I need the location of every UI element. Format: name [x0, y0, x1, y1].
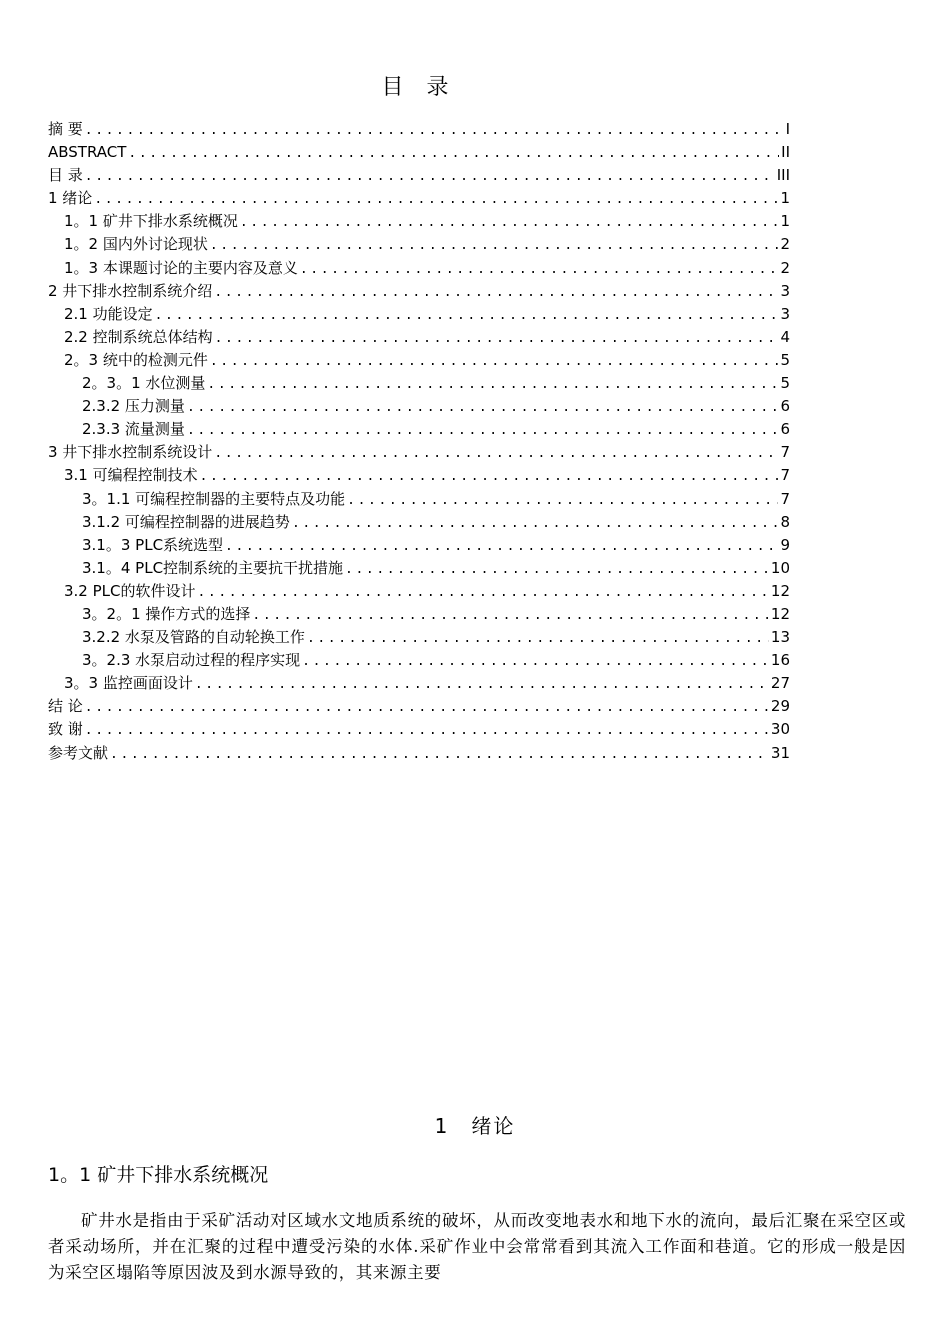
toc-entry-page: 2: [780, 235, 790, 254]
toc-title: 目 录: [381, 75, 457, 100]
toc-entry[interactable]: [48, 441, 790, 464]
toc-entry-page: 12: [770, 581, 790, 600]
toc-entry-label: 参考文献: [48, 743, 109, 762]
toc-entry-page: II: [781, 143, 790, 162]
toc-entry[interactable]: [48, 257, 790, 280]
toc-entry[interactable]: [48, 488, 790, 511]
toc-leader-dots: [128, 142, 779, 164]
toc-entry[interactable]: [48, 372, 790, 395]
toc-entry-page: 5: [780, 374, 790, 393]
toc-leader-dots: [225, 535, 778, 557]
toc-entry-page: 10: [770, 558, 790, 577]
toc-entry-label: 2。3。1 水位测量: [82, 374, 206, 393]
toc-entry-label: 3。2.3 水泵启动过程的程序实现: [82, 651, 301, 670]
toc-entry-page: 7: [780, 466, 790, 485]
toc-leader-dots: [214, 442, 778, 464]
toc-entry-label: 3.1。4 PLC控制系统的主要抗干扰措施: [82, 558, 344, 577]
toc-leader-dots: [85, 719, 769, 741]
toc-entry-label: 3 井下排水控制系统设计: [48, 443, 213, 462]
toc-entry-page: 29: [770, 697, 790, 716]
toc-entry[interactable]: [48, 210, 790, 233]
toc-entry-page: III: [776, 166, 790, 185]
toc-entry[interactable]: [48, 349, 790, 372]
toc-entry[interactable]: [48, 580, 790, 603]
toc-entry-page: 27: [770, 674, 790, 693]
toc-entry[interactable]: [48, 557, 790, 580]
toc-entry[interactable]: [48, 464, 790, 487]
toc-entry[interactable]: [48, 742, 790, 765]
toc-entry-label: 3.2 PLC的软件设计: [64, 581, 196, 600]
toc-entry[interactable]: [48, 118, 790, 141]
toc-entry[interactable]: [48, 187, 790, 210]
toc-leader-dots: [292, 512, 779, 534]
toc-entry-label: 2。3 统中的检测元件: [64, 350, 208, 369]
toc-entry-label: 结 论: [48, 697, 83, 716]
toc-leader-dots: [302, 650, 769, 672]
toc-leader-dots: [85, 696, 769, 718]
toc-leader-dots: [240, 211, 779, 233]
toc-entry-label: 摘 要: [48, 120, 83, 138]
toc-entry-label: 2.1 功能设定: [64, 304, 153, 323]
toc-entry[interactable]: [48, 141, 790, 164]
toc-entry-page: 6: [780, 397, 790, 416]
chapter-title: 1 绪论: [434, 1114, 516, 1138]
toc-entry-label: 3.1。3 PLC系统选型: [82, 535, 224, 554]
toc-entry-label: 3.1 可编程控制技术: [64, 466, 198, 485]
toc-entry-page: 8: [780, 512, 790, 531]
toc-list: [48, 118, 790, 765]
body-paragraph: 矿井水是指由于采矿活动对区域水文地质系统的破坏，从而改变地表水和地下水的流向，最后汇聚在采空区或者采动场所，并在汇聚的过程中遭受污染的水体.采矿作业中会常常看到其流入工作面和巷道。它的形成一般是因为采空区塌陷等原因波及到水源导致的，其来源主要: [48, 1211, 906, 1282]
toc-entry[interactable]: [48, 164, 790, 187]
toc-leader-dots: [85, 165, 775, 187]
toc-entry-page: 4: [780, 327, 790, 346]
toc-entry[interactable]: [48, 511, 790, 534]
toc-entry-page: 9: [780, 535, 790, 554]
toc-leader-dots: [345, 558, 769, 580]
toc-entry[interactable]: [48, 672, 790, 695]
toc-entry-page: 12: [770, 604, 790, 623]
toc-entry[interactable]: [48, 649, 790, 672]
toc-entry-label: 1。1 矿井下排水系统概况: [64, 212, 238, 231]
toc-entry-label: 2.3.3 流量测量: [82, 420, 185, 439]
toc-leader-dots: [215, 327, 779, 349]
toc-entry-page: 30: [770, 720, 790, 739]
toc-entry-label: 3.2.2 水泵及管路的自动轮换工作: [82, 628, 305, 647]
toc-entry-label: 致 谢: [48, 720, 83, 739]
toc-entry[interactable]: [48, 303, 790, 326]
toc-entry[interactable]: [48, 280, 790, 303]
toc-entry-label: 1。2 国内外讨论现状: [64, 235, 208, 254]
toc-leader-dots: [195, 673, 769, 695]
toc-entry-label: 3.1.2 可编程控制器的进展趋势: [82, 512, 290, 531]
toc-leader-dots: [85, 119, 784, 141]
toc-entry[interactable]: [48, 326, 790, 349]
toc-leader-dots: [347, 489, 778, 511]
toc-entry-page: I: [785, 120, 790, 138]
toc-leader-dots: [210, 234, 779, 256]
toc-entry-label: 1。3 本课题讨论的主要内容及意义: [64, 258, 298, 277]
toc-entry-page: 1: [780, 212, 790, 231]
toc-entry-label: 3。1.1 可编程控制器的主要特点及功能: [82, 489, 346, 508]
toc-entry-label: 2.2 控制系统总体结构: [64, 327, 213, 346]
toc-entry-page: 3: [780, 304, 790, 323]
toc-entry-page: 31: [770, 743, 790, 762]
toc-entry-page: 5: [780, 350, 790, 369]
toc-entry-label: 3。3 监控画面设计: [64, 674, 193, 693]
toc-entry[interactable]: [48, 695, 790, 718]
toc-entry-page: 1: [780, 189, 790, 208]
toc-entry-label: ABSTRACT: [48, 143, 127, 162]
toc-leader-dots: [187, 396, 779, 418]
toc-leader-dots: [94, 188, 778, 210]
toc-entry[interactable]: [48, 626, 790, 649]
toc-entry-page: 2: [780, 258, 790, 277]
toc-entry-label: 1 绪论: [48, 189, 93, 208]
toc-leader-dots: [307, 627, 769, 649]
toc-entry-page: 3: [780, 281, 790, 300]
toc-leader-dots: [200, 465, 779, 487]
toc-leader-dots: [210, 350, 779, 372]
toc-entry-page: 6: [780, 420, 790, 439]
toc-entry-label: 2 井下排水控制系统介绍: [48, 281, 213, 300]
toc-entry[interactable]: [48, 233, 790, 256]
toc-entry-page: 7: [780, 443, 790, 462]
toc-entry-label: 目 录: [48, 166, 83, 185]
toc-entry[interactable]: [48, 603, 790, 626]
toc-entry[interactable]: [48, 418, 790, 441]
toc-leader-dots: [207, 373, 778, 395]
toc-leader-dots: [155, 304, 779, 326]
section-title: 1。1 矿井下排水系统概况: [48, 1164, 269, 1186]
toc-entry-label: 3。2。1 操作方式的选择: [82, 604, 251, 623]
toc-leader-dots: [214, 281, 778, 303]
toc-leader-dots: [252, 604, 769, 626]
toc-leader-dots: [187, 419, 779, 441]
toc-entry-page: 7: [780, 489, 790, 508]
toc-leader-dots: [110, 743, 769, 765]
toc-entry[interactable]: [48, 718, 790, 741]
toc-leader-dots: [198, 581, 769, 603]
toc-leader-dots: [300, 258, 779, 280]
toc-entry-label: 2.3.2 压力测量: [82, 397, 185, 416]
toc-entry[interactable]: [48, 534, 790, 557]
toc-entry[interactable]: [48, 395, 790, 418]
toc-entry-page: 16: [770, 651, 790, 670]
toc-entry-page: 13: [770, 628, 790, 647]
